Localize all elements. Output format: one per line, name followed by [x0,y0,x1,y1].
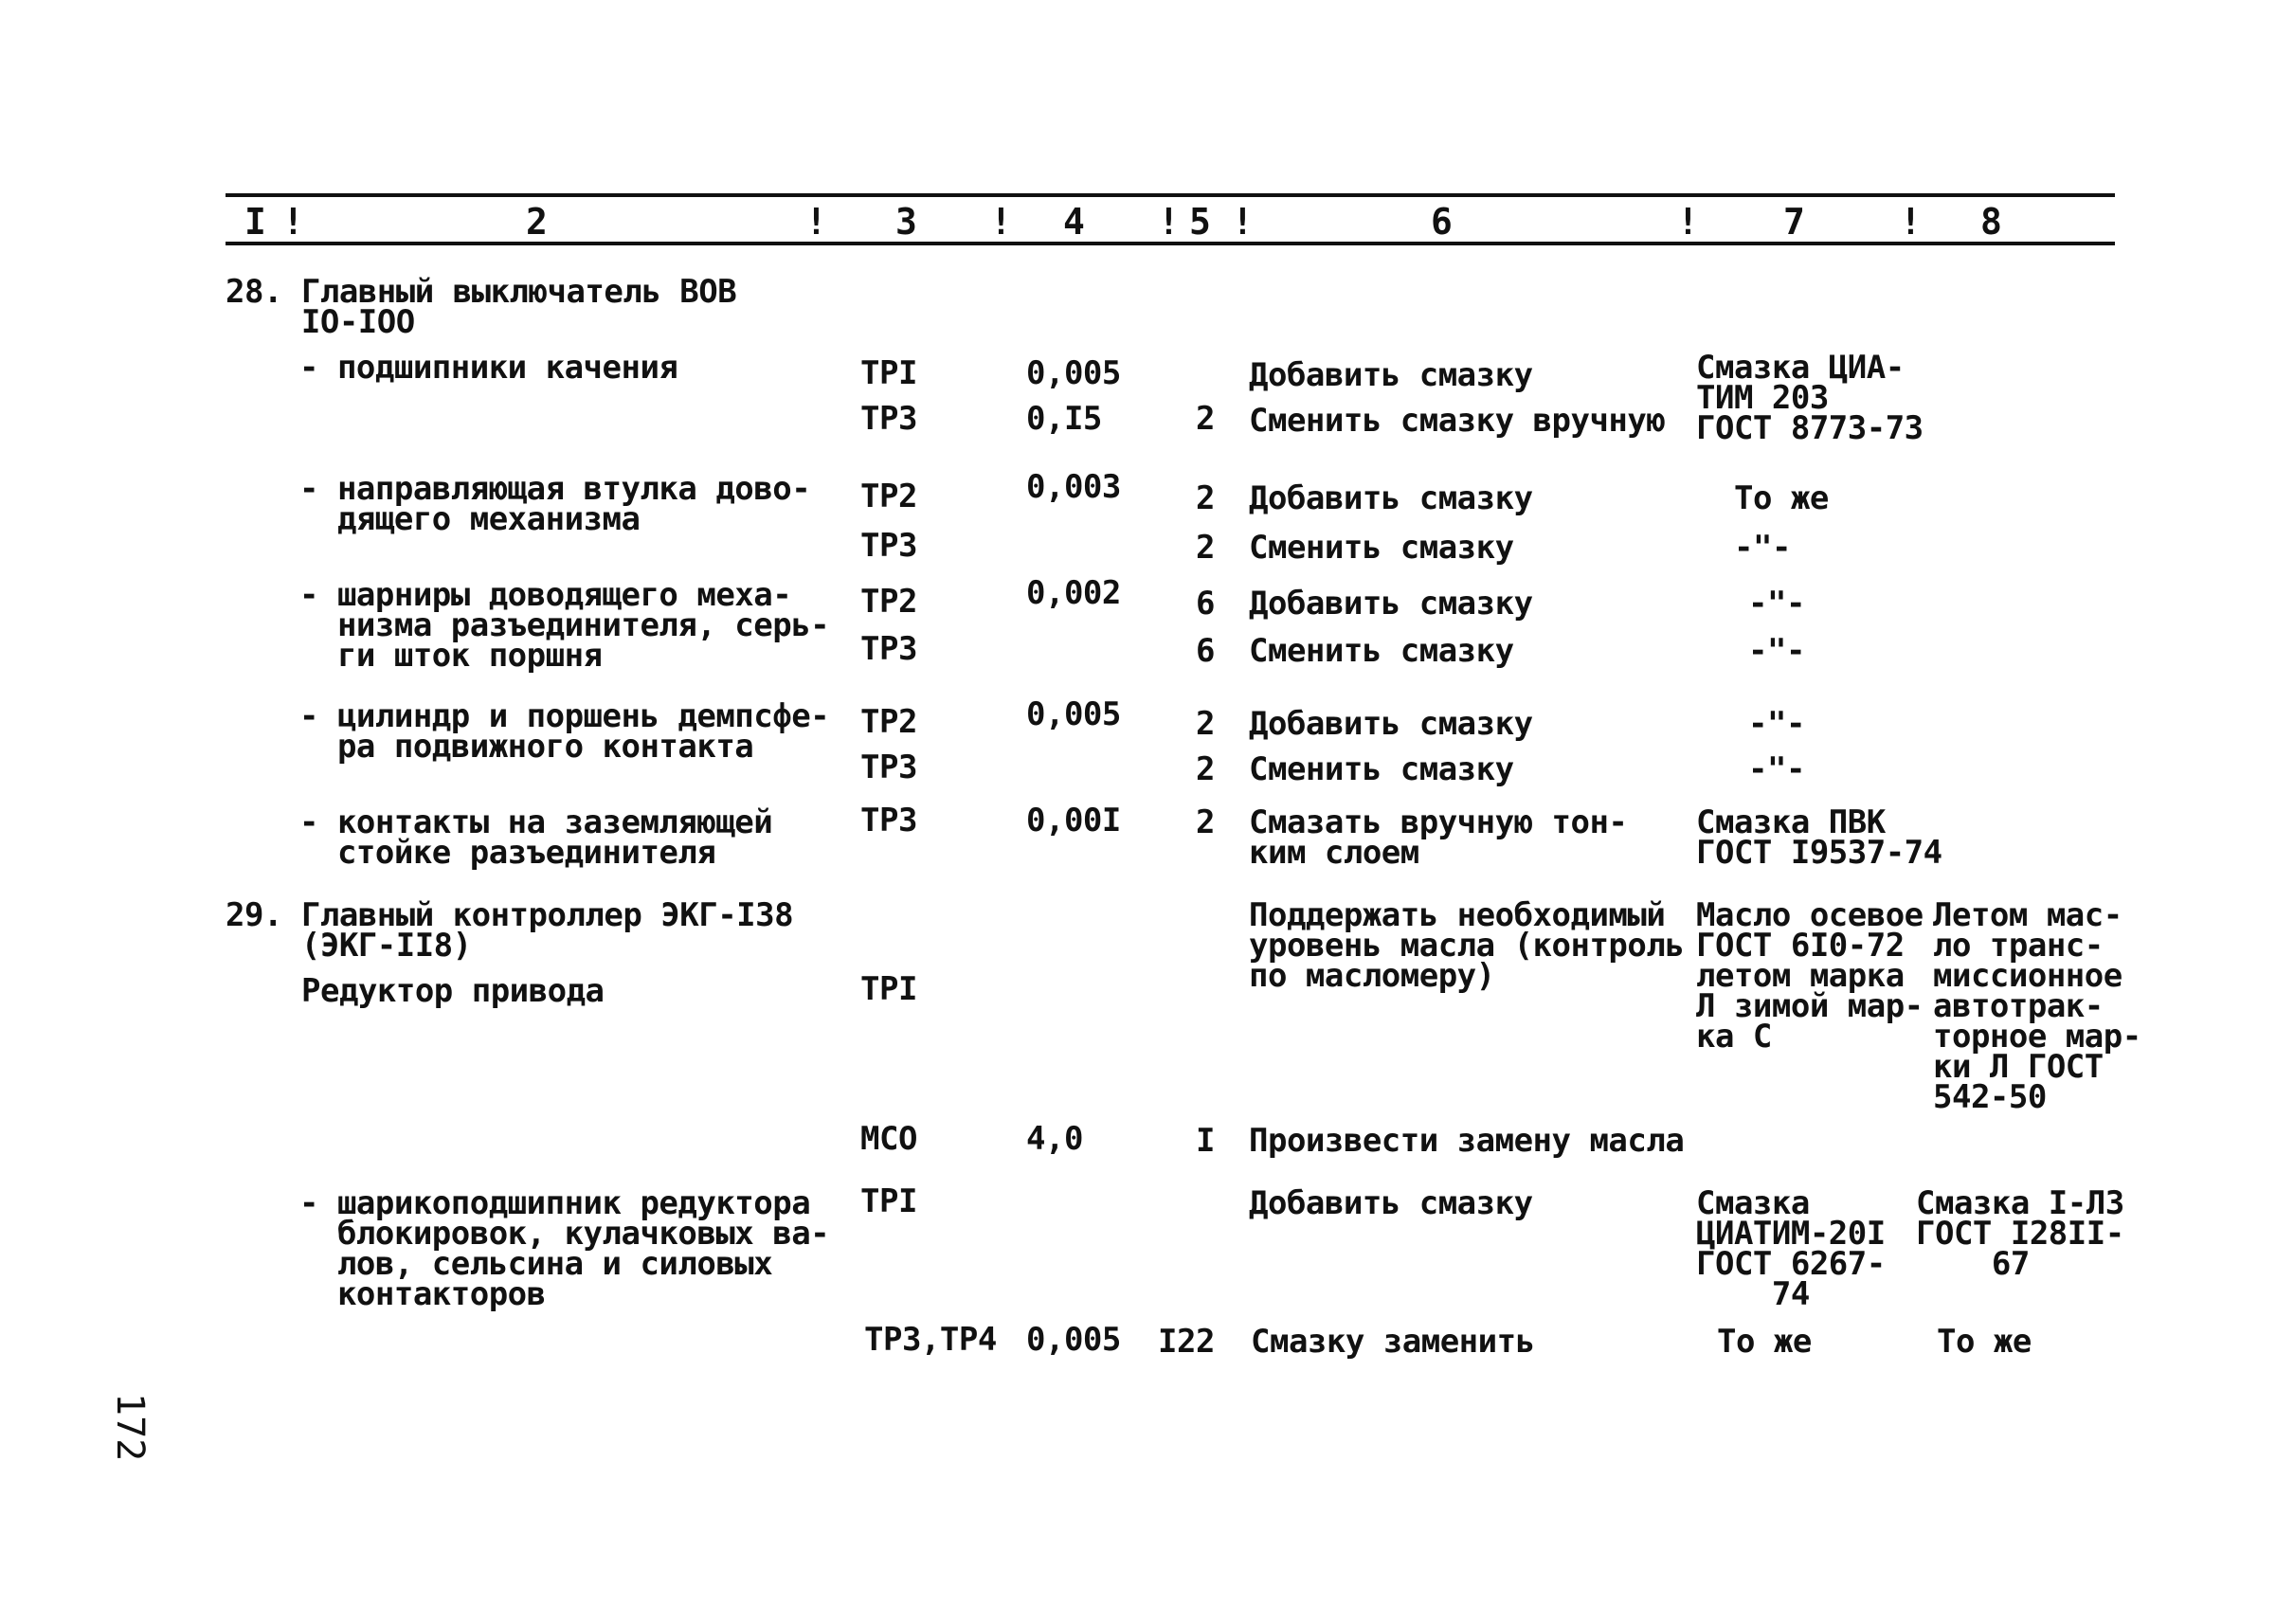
maintenance-types: ТР3 [860,802,917,839]
lubricant: То же [1717,1323,1812,1361]
action: Поддержать необходимый уровень масла (контроль по масломеру) [1249,896,1685,995]
count: 2 [1196,400,1215,438]
col-separator: ! [1158,201,1180,243]
maintenance-types: МСО [860,1120,917,1158]
action: Добавить смазку Сменить смазку [1249,585,1533,670]
col-header-1: I [244,201,266,243]
quantity: 0,005 [1026,1321,1121,1359]
alternative-lubricant: Летом мас- ло транс- миссионное автотрак- торное мар- ки Л ГОСТ 542-50 [1933,896,2141,1116]
alternative-lubricant: Смазка I-ЛЗ ГОСТ I28II- 67 [1916,1184,2124,1283]
count: 6 6 [1196,585,1215,670]
action: Добавить смазку [1249,1184,1533,1222]
col-header-8: 8 [1980,201,2002,243]
maintenance-types: ТР2 ТР3 [860,478,917,565]
action: Смазку заменить [1251,1323,1535,1361]
col-header-4: 4 [1063,201,1085,243]
maintenance-types: ТРI [860,970,917,1008]
action: Добавить смазку Сменить смазку [1249,705,1533,788]
col-separator: ! [990,201,1012,243]
count: 2 [1196,803,1215,841]
col-header-3: 3 [895,201,917,243]
lubricant: Смазка ПВК ГОСТ I9537-74 [1696,803,1942,872]
col-header-6: 6 [1431,201,1453,243]
maintenance-types: ТРI ТР3 [860,354,917,438]
component-name: - шарикоподшипник редуктора блокировок, кулачковых ва- лов, сельсина и силовых контакторов [299,1184,830,1313]
count: 2 2 [1196,705,1215,788]
item-29-title: 29. Главный контроллер ЭКГ-I38 (ЭКГ-II8) [226,896,794,965]
col-separator: ! [805,201,827,243]
component-name: - направляющая втулка дово- дящего механизма [299,470,811,538]
count: 2 2 [1196,479,1215,567]
quantity: 4,0 [1026,1120,1083,1158]
quantity: 0,005 0,I5 [1026,354,1121,438]
item-28-title: 28. Главный выключатель ВОВ IO-IOO [226,273,737,341]
lubricant: Смазка ЦИА- ТИМ 203 ГОСТ 8773-73 [1696,349,1924,447]
component-name: - подшипники качения [299,349,678,387]
component-name: - цилиндр и поршень демпсфе- ра подвижного контакта [299,697,830,766]
lubricant: То же -"- [1734,479,1829,567]
count: I22 [1158,1323,1215,1361]
col-separator: ! [282,201,304,243]
component-name: - контакты на заземляющей стойке разъединителя [299,803,773,872]
col-header-7: 7 [1783,201,1805,243]
component-name: Редуктор привода [301,972,605,1010]
col-header-2: 2 [526,201,548,243]
action: Добавить смазку Сменить смазку вручную [1249,356,1666,440]
quantity: 0,003 [1026,468,1121,506]
quantity: 0,005 [1026,695,1121,733]
maintenance-types: ТРI [860,1182,917,1220]
component-name: - шарниры доводящего меха- низма разъединителя, серь- ги шток поршня [299,576,830,675]
quantity: 0,00I [1026,802,1121,839]
maintenance-types: ТР3,ТР4 [864,1321,997,1359]
lubricant: Масло осевое ГОСТ 6I0-72 летом марка Л зимой мар- ка С [1696,896,1924,1056]
maintenance-types: ТР2 ТР3 [860,703,917,786]
col-separator: ! [1232,201,1254,243]
col-separator: ! [1900,201,1922,243]
col-header-5: 5 [1189,201,1211,243]
page-number: 172 [108,1393,152,1462]
lubricant: -"- -"- [1748,585,1805,670]
count: I [1196,1122,1215,1160]
col-separator: ! [1677,201,1699,243]
lubricant: -"- -"- [1748,705,1805,788]
action: Добавить смазку Сменить смазку [1249,479,1533,567]
action: Произвести замену масла [1249,1122,1685,1160]
action: Смазать вручную тон- ким слоем [1249,803,1628,872]
alternative-lubricant: То же [1937,1323,2032,1361]
maintenance-types: ТР2 ТР3 [860,583,917,668]
table-top-rule [226,193,2115,197]
lubricant: Смазка ЦИАТИМ-20I ГОСТ 6267- 74 [1696,1184,1886,1313]
quantity: 0,002 [1026,574,1121,612]
